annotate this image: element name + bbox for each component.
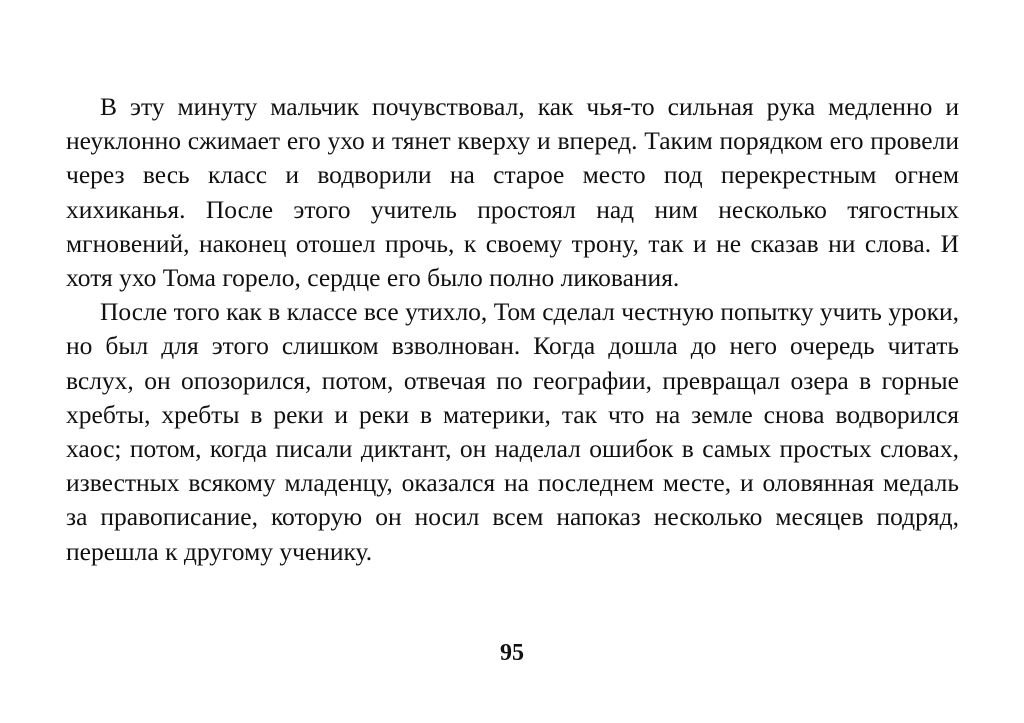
paragraph-1: В эту минуту мальчик почувствовал, как чья-то сильная рука медленно и неуклонно сжимает его ухо и тянет кверху и вперед. Таким порядком его провели через весь класс и водворили на старое место под перекрестным огнем хихиканья. После этого учитель простоял над ним несколько тягостных мгновений, наконец отошел прочь, к своему трону, так и не сказав ни слова. И хотя ухо Тома горело, сердце его было полно ликования. [66, 92, 959, 293]
page-number: 95 [500, 640, 524, 666]
paragraph-2: После того как в классе все утихло, Том сделал честную попытку учить уроки, но был для этого слишком взволнован. Когда дошла до него очередь читать вслух, он опозорился, потом, отвечая по географии, превращал озера в горные хребты, хребты в реки и реки в материки, так что на земле снова водворился хаос; потом, когда писали диктант, он наделал ошибок в самых простых словах, известных всякому младенцу, оказался на последнем месте, и оловянная медаль за правописание, которую он носил всем напоказ несколько месяцев подряд, перешла к другому ученику. [66, 297, 959, 566]
body-text [66, 90, 959, 569]
